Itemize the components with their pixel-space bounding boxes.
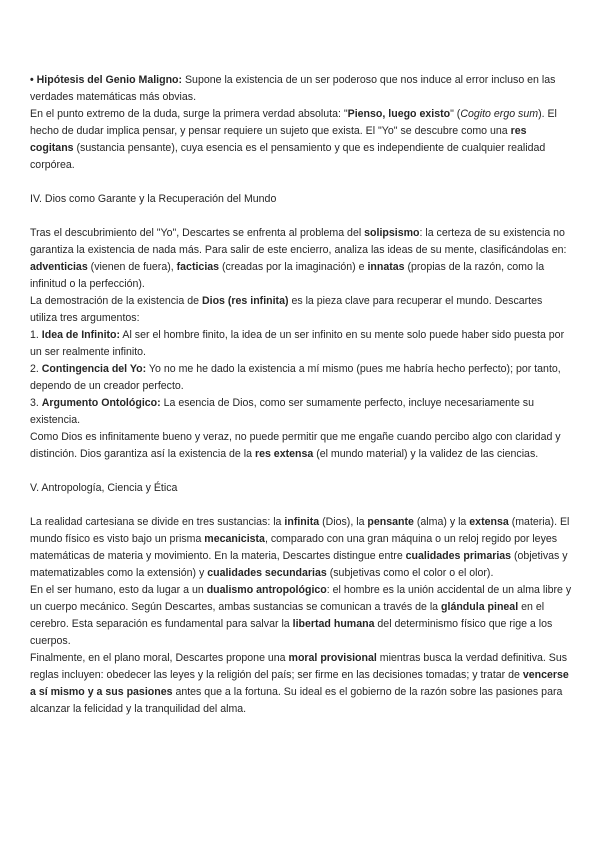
dios-garante-paragraph: Como Dios es infinitamente bueno y veraz, no puede permitir que me engañe cuando percibo algo con claridad y distinción. Dios garantiza así la existencia de la res extensa (el mundo material) y la validez de las ciencias. — [30, 431, 561, 460]
argument-list-item: 2. Contingencia del Yo: Yo no me he dado la existencia a mí mismo (pues me habría hecho perfecto); por tanto, dependo de un creador perfecto. — [30, 363, 561, 392]
argument-list-item: 3. Argumento Ontológico: La esencia de Dios, como ser sumamente perfecto, incluye necesariamente su existencia. — [30, 397, 534, 426]
genio-maligno-bullet: • Hipótesis del Genio Maligno: Supone la existencia de un ser poderoso que nos induce al error incluso en las verdades matemáticas más obvias. — [30, 74, 556, 103]
argument-list-item: 1. Idea de Infinito: Al ser el hombre finito, la idea de un ser infinito en su mente solo puede haber sido puesta por un ser realmente infinito. — [30, 329, 565, 358]
moral-paragraph: Finalmente, en el plano moral, Descartes propone una moral provisional mientras busca la verdad definitiva. Sus reglas incluyen: obedecer las leyes y la religión del país; ser firme en las decisiones tomadas; y tratar de vencerse a sí mismo y a sus pasiones antes que a la fortuna. Su ideal es el gobierno de la razón sobre las pasiones para alcanzar la felicidad y la tranquilidad del alma. — [30, 652, 569, 715]
section-heading-v: V. Antropología, Ciencia y Ética — [30, 482, 178, 494]
solipsismo-paragraph: Tras el descubrimiento del "Yo", Descartes se enfrenta al problema del solipsismo: la certeza de su existencia no garantiza la existencia de nada más. Para salir de este encierro, analiza las ideas de su mente, clasificándolas en: adventicias (vienen de fuera), facticias (creadas por la imaginación) e innatas (propias de la razón, como la infinitud o la perfección). — [30, 227, 567, 290]
section-heading-iv: IV. Dios como Garante y la Recuperación del Mundo — [30, 193, 277, 205]
cogito-paragraph: En el punto extremo de la duda, surge la primera verdad absoluta: "Pienso, luego existo" (Cogito ergo sum). El hecho de dudar implica pensar, y pensar requiere un sujeto que exista. El "Yo" se descubre como una res cogitans (sustancia pensante), cuya esencia es el pensamiento y que es independiente de cualquier realidad corpórea. — [30, 108, 557, 171]
dualismo-paragraph: En el ser humano, esto da lugar a un dualismo antropológico: el hombre es la unión accidental de un alma libre y un cuerpo mecánico. Según Descartes, ambas sustancias se comunican a través de la glándula pineal en el cerebro. Esta separación es fundamental para salvar la libertad humana del determinismo físico que rige a los cuerpos. — [30, 584, 572, 647]
dios-intro-paragraph: La demostración de la existencia de Dios (res infinita) es la pieza clave para recuperar el mundo. Descartes utiliza tres argumentos: — [30, 295, 543, 324]
sustancias-paragraph: La realidad cartesiana se divide en tres sustancias: la infinita (Dios), la pensante (alma) y la extensa (materia). El mundo físico es visto bajo un prisma mecanicista, comparado con una gran máquina o un reloj regido por leyes matemáticas de materia y movimiento. En la materia, Descartes distingue entre cualidades primarias (objetivas y matematizables como la extensión) y cualidades secundarias (subjetivas como el color o el olor). — [30, 516, 570, 579]
